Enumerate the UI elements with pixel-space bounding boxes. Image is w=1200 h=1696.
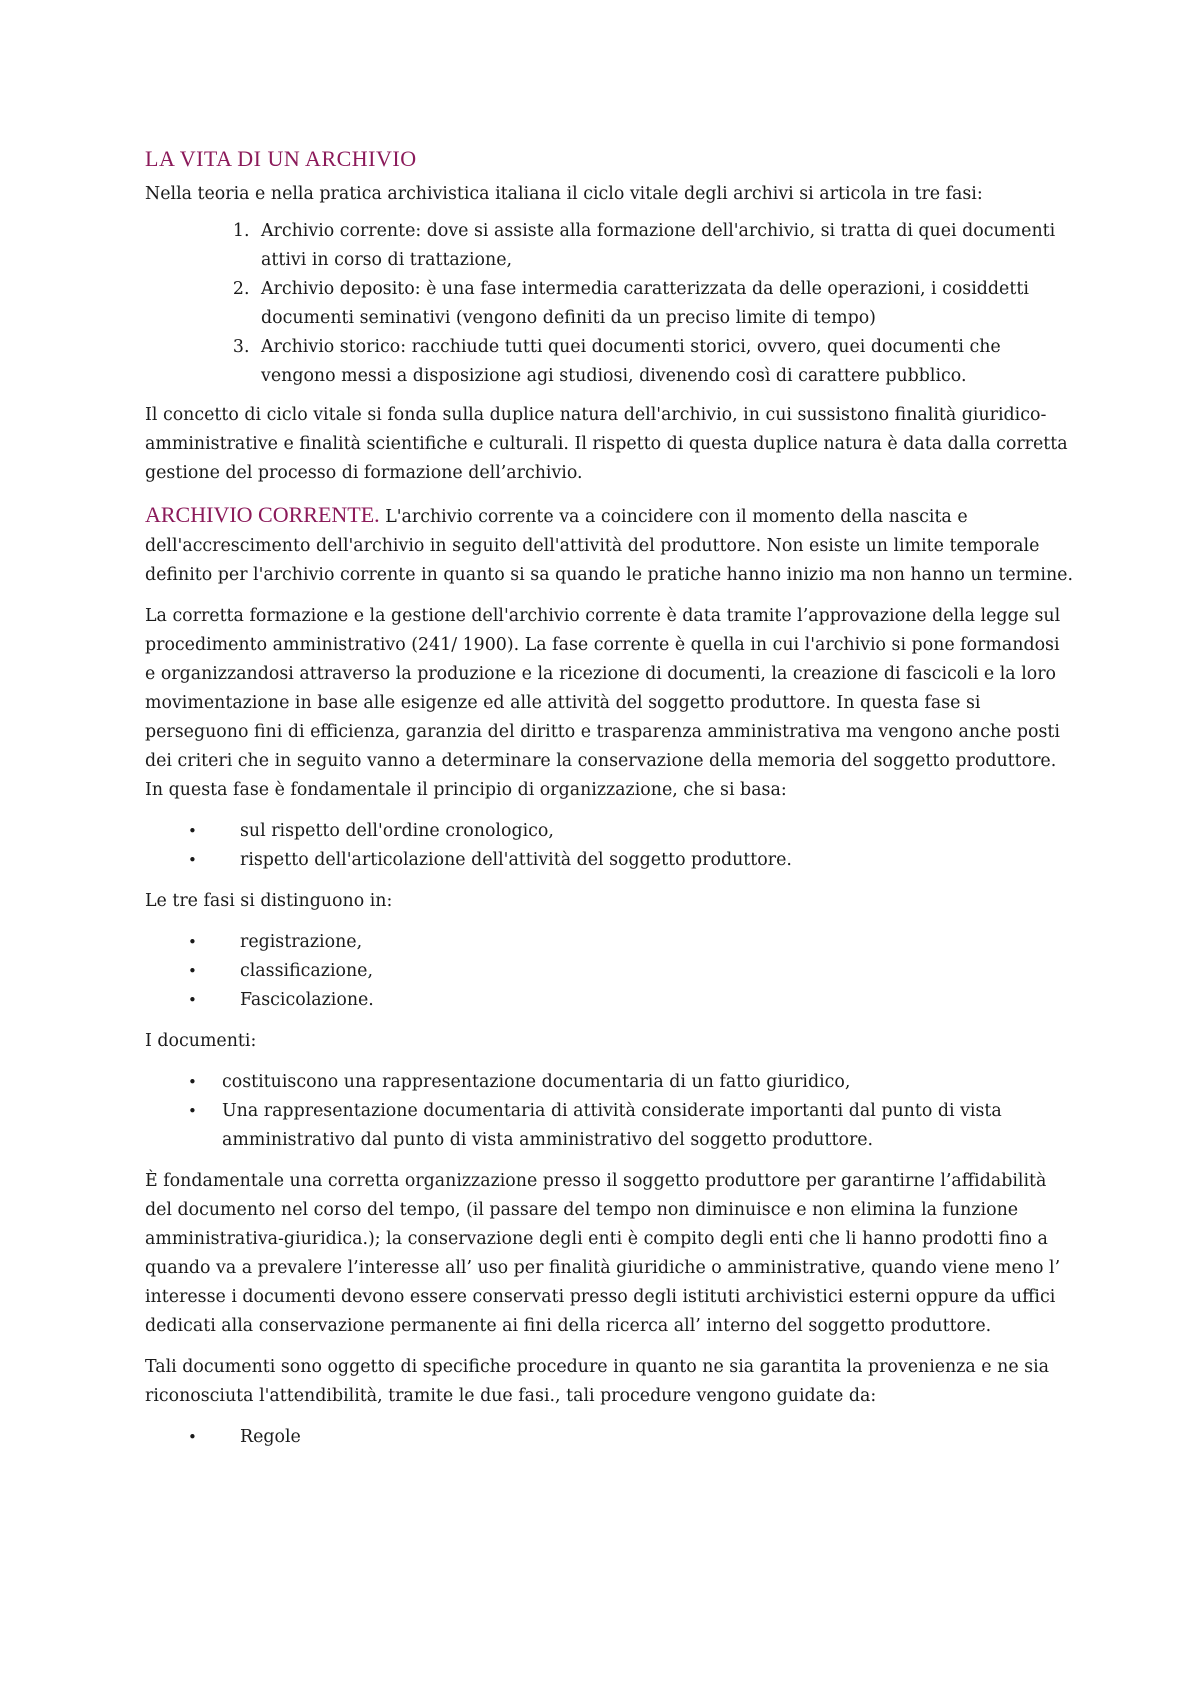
bullet-icon: •	[188, 991, 197, 1009]
documenti-intro: I documenti:	[145, 1031, 257, 1051]
list-item: 3. Archivio storico: racchiude tutti quei documenti storici, ovvero, quei documenti che vengono messi a disposizione agi studiosi, divenendo così di carattere pubblico.	[255, 333, 1075, 391]
corrente-text: L'archivio corrente va a coincidere con il momento della nascita e dell'accrescimento dell'archivio in seguito dell'attività del produttore. Non esiste un limite temporale definito per l'archivio corrente in quanto si sa quando le pratiche hanno inizio ma non hanno un termine.	[145, 507, 1073, 585]
formazione-paragraph: La corretta formazione e la gestione dell'archivio corrente è data tramite l’approvazione della legge sul procedimento amministrativo (241/ 1900). La fase corrente è quella in cui l'archivio si pone formandosi e organizzandosi attraverso la produzione e la ricezione di documenti, la creazione di fascicoli e la loro movimentazione in base alle esigenze ed alle attività del soggetto produttore. In questa fase si perseguono fini di efficienza, garanzia del diritto e trasparenza amministrativa ma vengono anche posti dei criteri che in seguito vanno a determinare la conservazione della memoria del soggetto produttore. In questa fase è fondamentale il principio di organizzazione, che si basa:	[145, 606, 1061, 800]
list-item: 2. Archivio deposito: è una fase intermedia caratterizzata da delle operazioni, i cosiddetti documenti seminativi (vengono definiti da un preciso limite di tempo)	[255, 275, 1075, 333]
list-item: • costituiscono una rappresentazione documentaria di un fatto giuridico,	[222, 1068, 1075, 1097]
bullet-icon: •	[188, 1428, 197, 1446]
list-item: 1. Archivio corrente: dove si assiste alla formazione dell'archivio, si tratta di quei documenti attivi in corso di trattazione,	[255, 217, 1075, 275]
section-heading: ARCHIVIO CORRENTE.	[145, 502, 380, 527]
bullet-icon: •	[188, 1102, 197, 1120]
fasi-intro: Le tre fasi si distinguono in:	[145, 891, 393, 911]
intro-paragraph: Nella teoria e nella pratica archivistica italiana il ciclo vitale degli archivi si articola in tre fasi:	[145, 184, 983, 204]
bullet-icon: •	[188, 822, 197, 840]
list-item: • Regole	[240, 1423, 1075, 1452]
list-item: • Fascicolazione.	[240, 986, 1075, 1015]
fasi-list	[145, 928, 1075, 1015]
list-item: • sul rispetto dell'ordine cronologico,	[240, 817, 1075, 846]
procedure-paragraph: Tali documenti sono oggetto di specifiche procedure in quanto ne sia garantita la provenienza e ne sia riconosciuta l'attendibilità, tramite le due fasi., tali procedure vengono guidate da:	[145, 1357, 1050, 1406]
list-item: • rispetto dell'articolazione dell'attività del soggetto produttore.	[240, 846, 1075, 875]
document-page	[145, 146, 1075, 1464]
principi-list	[145, 817, 1075, 875]
corrente-paragraph	[145, 500, 1075, 590]
list-item: • registrazione,	[240, 928, 1075, 957]
fondamentale-paragraph: È fondamentale una corretta organizzazione presso il soggetto produttore per garantirne l’affidabilità del documento nel corso del tempo, (il passare del tempo non diminuisce e non elimina la funzione amministrativa-giuridica.); la conservazione degli enti è compito degli enti che li hanno prodotti fino a quando va a prevalere l’interesse all’ uso per finalità giuridiche o amministrative, quando viene meno l’ interesse i documenti devono essere conservati presso degli istituti archivistici esterni oppure da uffici dedicati alla conservazione permanente ai fini della ricerca all’ interno del soggetto produttore.	[145, 1171, 1061, 1336]
documenti-list	[145, 1068, 1075, 1155]
bullet-icon: •	[188, 933, 197, 951]
document-title: LA VITA DI UN ARCHIVIO	[145, 146, 417, 171]
ciclo-paragraph: Il concetto di ciclo vitale si fonda sulla duplice natura dell'archivio, in cui sussistono finalità giuridico- amministrative e finalità scientifiche e culturali. Il rispetto di questa duplice natura è data dalla corretta gestione del processo di formazione dell’archivio.	[145, 405, 1068, 483]
bullet-icon: •	[188, 1073, 197, 1091]
bullet-icon: •	[188, 962, 197, 980]
phases-list	[145, 217, 1075, 391]
guide-list	[145, 1423, 1075, 1452]
bullet-icon: •	[188, 851, 197, 869]
list-item: • classificazione,	[240, 957, 1075, 986]
list-item: • Una rappresentazione documentaria di attività considerate importanti dal punto di vista amministrativo dal punto di vista amministrativo del soggetto produttore.	[222, 1097, 1075, 1155]
